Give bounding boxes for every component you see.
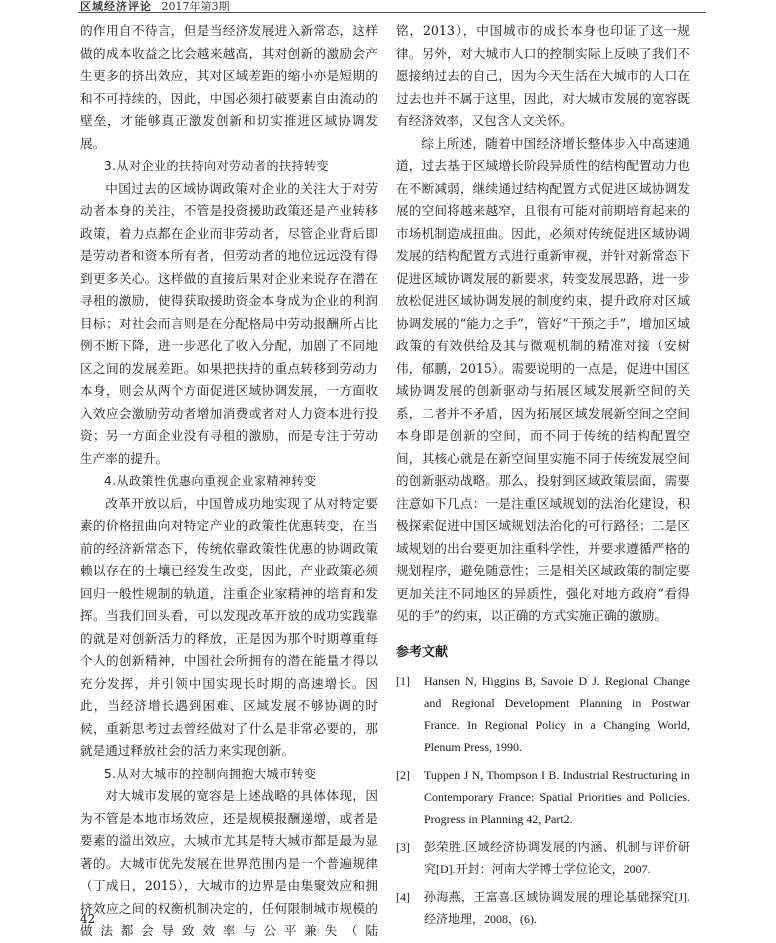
- reference-text: Tuppen J N, Thompson I B. Industrial Restructuring in Contemporary France: Spatial Priorities and Policies. Progress in Planning 42, Part2.: [424, 768, 690, 826]
- paragraph: 中国过去的区域协调政策对企业的关注大于对劳动者本身的关注，不管是投资援助政策还是产业转移政策，着力点都在企业而非劳动者，尽管企业背后即是劳动者和资本所有者，但劳动者的地位远远没有得到更多关心。这样做的直接后果对企业来说存在潜在寻租的激励，使得获取援助资金本身成为企业的利润目标；对社会而言则是在分配格局中劳动报酬所占比例不断下降，进一步恶化了收入分配，加剧了不同地区之间的发展差距。如果把扶持的重点转移到劳动力本身，则会从两个方面促进区域协调发展，一方面收入效应会激励劳动者增加消费或者对人力资本进行投资；另一方面企业没有寻租的激励，而是专注于劳动生产率的提升。: [80, 180, 378, 466]
- section-heading: 3.从对企业的扶持向对劳动者的扶持转变: [104, 159, 329, 173]
- section-heading: 5.从对大城市的控制向拥抱大城市转变: [104, 766, 317, 781]
- reference-number: [4]: [396, 890, 410, 904]
- issue-label: 2017年第3期: [161, 0, 230, 13]
- reference-item: [396, 836, 690, 880]
- reference-number: [2]: [396, 768, 410, 782]
- paragraph: 铭，2013），中国城市的成长本身也印证了这一规律。另外，对大城市人口的控制实际上反映了我们不愿接纳过去的自己，因为今天生活在大城市的人口在过去也并不属于这里，因此，对大城市发展的宽容既有经济效率，又包含人文关怀。: [396, 23, 690, 128]
- reference-text: Hansen N, Higgins B, Savoie D J. Regional Change and Regional Development Planning in Postwar France. In Regional Policy in a Changing World, Plenum Press, 1990.: [424, 674, 690, 754]
- reference-item: [396, 764, 690, 830]
- page-number: 42: [80, 912, 96, 926]
- reference-item: [396, 886, 690, 930]
- reference-text: 彭荣胜.区域经济协调发展的内涵、机制与评价研究[D].开封：河南大学博士学位论文，2007.: [424, 840, 690, 876]
- references-list: [396, 670, 690, 930]
- paragraph: 的作用自不待言，但是当经济发展进入新常态，这样做的成本收益之比会越来越高，其对创新的激励会产生更多的挤出效应，其对区域差距的缩小亦是短期的和不可持续的，因此，中国必须打破要素自由流动的壁垒，才能够真正激发创新和切实推进区域协调发展。: [80, 23, 378, 151]
- paragraph: 综上所述，随着中国经济增长整体步入中高速通道，过去基于区域增长阶段异质性的结构配置动力也在不断减弱，继续通过结构配置方式促进区域协调发展的空间将越来越窄，且很有可能对前期培育起来的市场机制造成扭曲。因此，必须对传统促进区域协调发展的结构配置方式进行重新审视，并针对新常态下促进区域协调发展的新要求，转变发展思路，进一步放松促进区域协调发展的制度约束，提升政府对区域协调发展的“能力之手”，管好“干预之手”，增加区域政策的有效供给及其与微观机制的精准对接（安树伟，郁鹏，2015）。需要说明的一点是，促进中国区域协调发展的创新驱动与拓展区域发展新空间的关系，二者并不矛盾，因为拓展区域发展新空间之空间本身即是创新的空间，而不同于传统的结构配置空间，其核心就是在新空间里实施不同于传统发展空间的创新驱动战略。那么，投射到区域政策层面，需要注意如下几点：一是注重区域规划的法治化建设，积极探索促进中国区域规划法治化的可行路径；二是区域规划的出台要更加注重科学性，并要求遵循严格的规划程序，避免随意性；三是相关区域政策的制定要更加关注不同地区的异质性，强化对地方政府“看得见的手”的约束，以正确的方式实施正确的激励。: [396, 135, 690, 623]
- reference-item: [396, 670, 690, 758]
- section-heading: 4.从政策性优惠向重视企业家精神转变: [104, 474, 317, 488]
- reference-number: [3]: [396, 840, 410, 854]
- left-column: [80, 20, 378, 943]
- references-title: 参考文献: [396, 644, 449, 660]
- reference-number: [1]: [396, 674, 410, 688]
- right-column: [396, 20, 690, 936]
- running-header: [0, 0, 776, 14]
- paragraph: 改革开放以后，中国曾成功地实现了从对特定要素的价格扭曲向对特定产业的政策性优惠转变，在当前的经济新常态下，传统依靠政策性优惠的协调政策赖以存在的土壤已经发生改变，因此，产业政策必须回归一般性规制的轨道，注重企业家精神的培育和发挥。当我们回头看，可以发现改革开放的成功实践靠的就是对创新活力的释放，正是因为那个时期尊重每个人的创新精神，中国社会所拥有的潜在能量才得以充分发挥，并引领中国实现长时期的高速增长。因此，当经济增长遇到困难、区域发展不够协调的时候，重新思考过去曾经做对了什么是非常必要的，那就是通过释放社会的活力来实现创新。: [80, 495, 378, 758]
- header-rule: [78, 12, 706, 13]
- paragraph: 对大城市发展的宽容是上述战略的具体体现，因为不管是本地市场效应，还是规模报酬递增，或者是要素的溢出效应，大城市尤其是特大城市都是最为显著的。大城市优先发展在世界范围内是一个普遍规律（丁成日，2015），大城市的边界是由集聚效应和拥挤效应之间的权衡机制决定的，任何限制城市规模的做法都会导致效率与公平兼失（陆: [80, 788, 378, 938]
- journal-name: 区域经济评论: [80, 0, 152, 13]
- reference-text: 孙海燕，王富喜.区域协调发展的理论基础探究[J].经济地理，2008，(6).: [424, 890, 690, 926]
